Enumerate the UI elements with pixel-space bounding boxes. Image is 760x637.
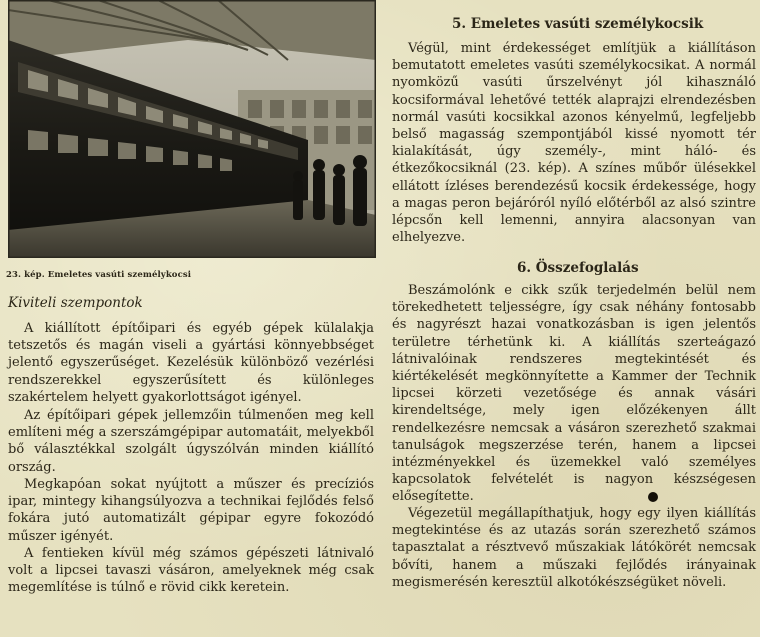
- heading-section-6: 6. Összefoglalás: [517, 260, 639, 276]
- heading-kiviteli-szempontok: Kiviteli szempontok: [8, 295, 143, 311]
- heading-section-5: 5. Emeletes vasúti személykocsik: [452, 16, 704, 32]
- section-6-paragraph-2: Végezetül megállapíthatjuk, hogy egy ilyen kiállítás megtekintése és az utazás során szerezhető számos tapasztalat a résztvevő műszakiak látókörét nemcsak bővíti, hanem a műszaki fejlődés irányainak megismerésén keresztül alkotókészségüket növeli.: [392, 506, 756, 590]
- figure-caption: 23. kép. Emeletes vasúti személykocsi: [6, 270, 192, 280]
- left-paragraph-4: A fentieken kívül még számos gépészeti látnivaló volt a lipcsei tavaszi vásáron, amelyeknek még csak megemlítése is túlnő e rövid cikk keretein.: [8, 546, 374, 596]
- left-paragraph-2: Az építőipari gépek jellemzőin túlmenően meg kell említeni még a szerszámgépipar automatáit, melyekből bő választékkal szolgált úgyszólván minden kiállító ország.: [8, 408, 374, 475]
- rail-car-photo: [8, 0, 376, 258]
- left-paragraph-3: Megkapóan sokat nyújtott a műszer és precíziós ipar, mintegy kihangsúlyozva a technikai fejlődés felső fokára jutó automatizált gépipar egyre fokozódó műszer igényét.: [8, 477, 374, 544]
- ink-spot: [648, 492, 658, 502]
- section-5-paragraph: Végül, mint érdekességet említjük a kiállításon bemutatott emeletes vasúti személykocsikat. A normál nyomközű vasúti űrszelvényt jól kihasználó kocsiformával lehetővé tették alaprajzi elrendezésben normál vasúti kocsikkal azonos kényelmű, legfeljebb belső magasság szempontjából kissé nyomott tér kialakítását, úgy személy-, mint háló- és étkezőkocsiknál (23. kép). A színes műbőr ülésekkel ellátott ízléses berendezésű kocsik érdekessége, hogy a magas peron bejáróról nyíló előtérből az alsó szintre lépcsőn kell lemenni, annyira alacsonyan van elhelyezve.: [392, 41, 756, 246]
- left-paragraph-1: A kiállított építőipari és egyéb gépek külalakja tetszetős és magán viseli a gyártási könnyebbséget jelentő egyszerűséget. Kezelésük különböző vezérlési rendszerekkel egyszerűsített és különleges szakértelem helyett gyakorlottságot igényel.: [8, 321, 374, 405]
- section-6-paragraph-1: Beszámolónk e cikk szűk terjedelmén belül nem törekedhetett teljességre, így csak néhány fontosabb és nagyrészt hazai vonatkozásban is igen jelentős területre térhetünk ki. A kiállítás szerteágazó látnivalóinak rendszeres megtekintését és kiértékelését megkönnyítette a Kammer der Technik lipcsei körzeti vezetősége és annak vásári kirendeltsége, mely igen előzékenyen állt rendelkezésre nemcsak a vásáron szerezhető szakmai tanulságok megszerzése terén, hanem a lipcsei intézményekkel és üzemekkel való személyes kapcsolatok felvételét is nagyon készségesen elősegítette.: [392, 283, 756, 505]
